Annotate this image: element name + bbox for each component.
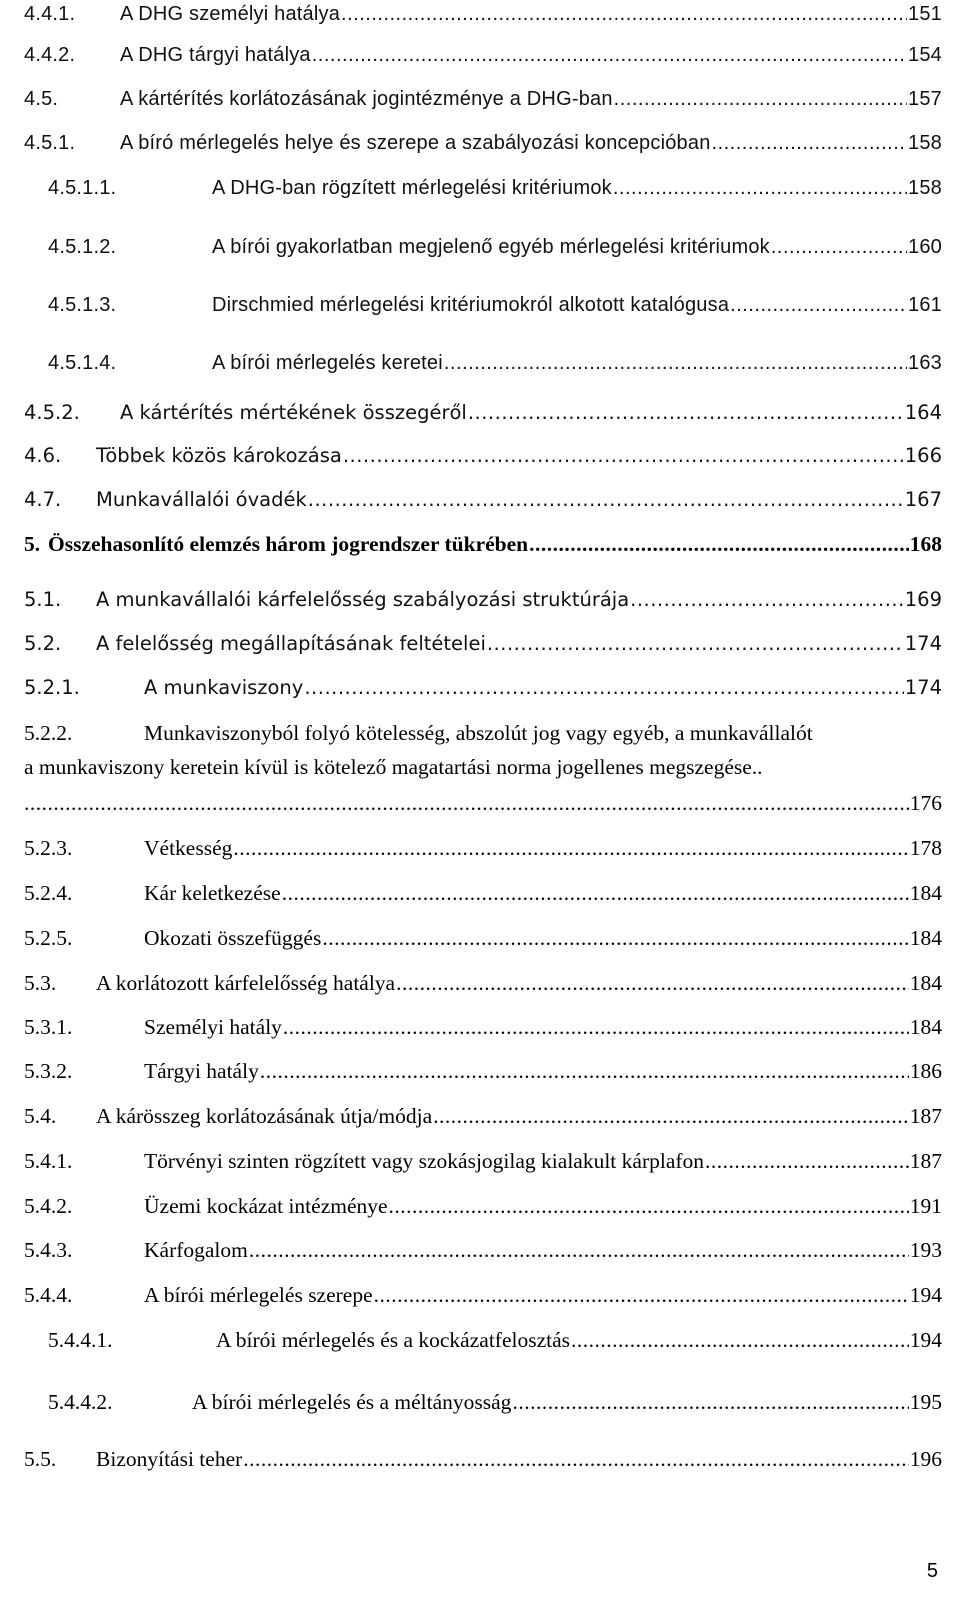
toc-entry-page: 184 <box>909 881 942 905</box>
toc-entry-title: A kártérítés mértékének összegéről <box>120 401 467 424</box>
toc-entry-page: 167 <box>904 488 942 511</box>
toc-entry-title: Bizonyítási teher <box>96 1447 243 1471</box>
toc-entry[interactable] <box>24 1327 942 1353</box>
toc-leader-dots <box>312 42 907 68</box>
toc-entry[interactable] <box>24 443 942 469</box>
toc-entry-number: 5.4.4. <box>24 1283 73 1307</box>
toc-entry-page: 186 <box>909 1059 942 1083</box>
page-number: 5 <box>926 1560 938 1582</box>
toc-leader-dots <box>283 1014 909 1040</box>
toc-entry-page: 178 <box>909 836 942 860</box>
toc-entry-title: Törvényi szinten rögzített vagy szokásjogilag kialakult kárplafon <box>144 1149 705 1173</box>
toc-entry[interactable] <box>24 487 942 513</box>
toc-entry[interactable] <box>24 631 942 657</box>
toc-leader-dots <box>512 1389 908 1415</box>
toc-leader-dots <box>771 234 907 260</box>
toc-entry-title: Munkavállalói óvadék <box>96 488 307 511</box>
toc-entry-number: 4.4.2. <box>24 44 76 66</box>
toc-entry-number: 4.5.1.2. <box>48 236 117 258</box>
toc-entry[interactable] <box>24 400 942 426</box>
toc-entry-title: A DHG személyi hatálya <box>120 3 341 25</box>
toc-entry-number: 5. <box>24 532 41 556</box>
toc-entry-title: A munkaviszony <box>144 676 304 699</box>
toc-leader-dots <box>343 443 904 469</box>
toc-leader-dots <box>730 292 907 318</box>
toc-entry-title: Vétkesség <box>144 836 233 860</box>
toc-chapter-entry[interactable] <box>24 531 942 557</box>
toc-entry-title: A DHG-ban rögzített mérlegelési kritériumok <box>212 177 612 199</box>
toc-leader-dots <box>396 970 909 996</box>
toc-entry-title: A korlátozott kárfelelősség hatálya <box>96 971 396 995</box>
toc-leader-dots <box>282 880 909 906</box>
toc-entry-title: A felelősség megállapításának feltételei <box>96 632 486 655</box>
toc-leader-dots <box>444 350 907 376</box>
toc-entry-title: Többek közös károkozása <box>96 444 342 467</box>
toc-entry-title: A munkavállalói kárfelelősség szabályozási struktúrája <box>96 588 630 611</box>
toc-entry[interactable] <box>24 1103 942 1129</box>
toc-entry-number: 4.5.1. <box>24 132 76 154</box>
toc-entry-page: 187 <box>909 1104 942 1128</box>
toc-entry-number: 4.7. <box>24 488 62 511</box>
toc-entry[interactable] <box>24 234 942 260</box>
toc-entry-title: Személyi hatály <box>144 1015 282 1039</box>
toc-leader-dots <box>468 400 904 426</box>
toc-entry[interactable] <box>24 1193 942 1219</box>
toc-leader-dots <box>433 1103 909 1129</box>
toc-entry-title: Okozati összefüggés <box>144 926 322 950</box>
toc-entry-number: 5.2.2. <box>24 721 73 745</box>
toc-entry-title: A kártérítés korlátozásának jogintézménye a DHG-ban <box>120 88 613 110</box>
toc-entry[interactable] <box>24 86 942 112</box>
toc-entry-wrapped[interactable] <box>24 720 942 746</box>
toc-entry-page: 191 <box>909 1194 942 1218</box>
toc-entry[interactable] <box>24 292 942 318</box>
toc-entry-number: 4.4.1. <box>24 3 76 25</box>
toc-entry[interactable] <box>24 1058 942 1084</box>
toc-entry-page: 195 <box>909 1390 942 1414</box>
toc-entry-number: 5.2.3. <box>24 836 73 860</box>
toc-entry-page: 184 <box>909 971 942 995</box>
toc-entry-page: 187 <box>909 1149 942 1173</box>
toc-entry-title: Kárfogalom <box>144 1238 248 1262</box>
toc-entry-number: 5.4.1. <box>24 1149 73 1173</box>
toc-leader-dots <box>249 1237 909 1263</box>
toc-entry-number: 4.5.2. <box>24 401 80 424</box>
toc-entry[interactable] <box>24 1446 942 1472</box>
toc-leader-dots <box>389 1193 909 1219</box>
toc-entry[interactable] <box>24 880 942 906</box>
toc-entry-wrapped-line3 <box>24 790 942 816</box>
toc-entry[interactable] <box>24 350 942 376</box>
toc-leader-dots <box>260 1058 909 1084</box>
toc-entry-page: 174 <box>904 632 942 655</box>
toc-entry-page: 158 <box>908 132 942 154</box>
toc-leader-dots <box>614 86 907 112</box>
toc-leader-dots <box>322 925 908 951</box>
toc-entry[interactable] <box>24 1237 942 1263</box>
toc-entry-title-continued: a munkaviszony keretein kívül is kötelező magatartási norma jogellenes megszegése.. <box>24 755 763 779</box>
toc-entry-number: 4.5.1.1. <box>48 177 117 199</box>
toc-entry-title: Dirschmied mérlegelési kritériumokról alkotott katalógusa <box>212 294 730 316</box>
toc-entry-page: 169 <box>904 588 942 611</box>
toc-entry-title: Munkaviszonyból folyó kötelesség, abszolút jog vagy egyéb, a munkavállalót <box>144 721 813 745</box>
toc-entry-page: 163 <box>908 352 942 374</box>
toc-entry-page: 161 <box>908 294 942 316</box>
toc-leader-dots <box>487 631 904 657</box>
toc-entry-title: Üzemi kockázat intézménye <box>144 1194 388 1218</box>
toc-entry-page: 184 <box>909 926 942 950</box>
toc-entry[interactable] <box>24 130 942 156</box>
toc-entry[interactable] <box>24 587 942 613</box>
toc-entry-title: A bíró mérlegelés helye és szerepe a szabályozási koncepcióban <box>120 132 711 154</box>
toc-leader-dots <box>341 1 907 27</box>
toc-entry-page: 193 <box>909 1238 942 1262</box>
toc-entry-page: 184 <box>909 1015 942 1039</box>
toc-entry-number: 5.1. <box>24 588 62 611</box>
toc-entry-page: 168 <box>909 532 942 556</box>
toc-entry-page: 196 <box>909 1447 942 1471</box>
toc-entry[interactable] <box>24 1014 942 1040</box>
toc-leader-dots <box>304 675 903 701</box>
toc-leader-dots <box>308 487 904 513</box>
toc-entry[interactable] <box>24 1282 942 1308</box>
toc-entry-title: A bírói gyakorlatban megjelenő egyéb mérlegelési kritériumok <box>212 236 770 258</box>
toc-entry[interactable] <box>24 925 942 951</box>
toc-entry-number: 5.2.5. <box>24 926 73 950</box>
toc-entry-number: 5.2.1. <box>24 676 80 699</box>
toc-leader-dots <box>233 835 908 861</box>
toc-entry-page: 151 <box>908 3 942 25</box>
toc-entry[interactable] <box>24 175 942 201</box>
toc-entry-title: A bírói mérlegelés keretei <box>212 352 443 374</box>
toc-entry-title: A bírói mérlegelés szerepe <box>144 1283 373 1307</box>
toc-entry-page: 194 <box>909 1283 942 1307</box>
toc-entry-number: 4.5.1.3. <box>48 294 117 316</box>
toc-entry-title: A bírói mérlegelés és a méltányosság <box>192 1390 512 1414</box>
toc-entry-page: 160 <box>908 236 942 258</box>
toc-entry-title: Tárgyi hatály <box>144 1059 259 1083</box>
toc-leader-dots <box>24 790 909 816</box>
toc-entry[interactable] <box>24 1 942 27</box>
toc-leader-dots <box>243 1446 908 1472</box>
toc-entry-number: 5.2.4. <box>24 881 73 905</box>
toc-entry[interactable] <box>24 1389 942 1415</box>
toc-entry[interactable] <box>24 42 942 68</box>
toc-leader-dots <box>571 1327 909 1353</box>
toc-leader-dots <box>705 1148 909 1174</box>
toc-entry-number: 5.2. <box>24 632 62 655</box>
toc-entry[interactable] <box>24 1148 942 1174</box>
toc-entry-wrapped-line2 <box>24 754 942 780</box>
toc-leader-dots <box>630 587 904 613</box>
toc-entry-number: 4.5.1.4. <box>48 352 117 374</box>
toc-entry[interactable] <box>24 675 942 701</box>
toc-entry[interactable] <box>24 970 942 996</box>
toc-entry-page: 194 <box>909 1328 942 1352</box>
toc-entry-page: 176 <box>909 791 942 815</box>
toc-entry-title: Összehasonlító elemzés három jogrendszer tükrében <box>48 532 529 556</box>
toc-entry-title: A kárösszeg korlátozásának útja/módja <box>96 1104 433 1128</box>
toc-entry-number: 4.6. <box>24 444 62 467</box>
toc-leader-dots <box>374 1282 909 1308</box>
toc-entry-number: 5.4.3. <box>24 1238 73 1262</box>
toc-entry-page: 154 <box>908 44 942 66</box>
toc-leader-dots <box>529 531 909 557</box>
toc-entry-number: 5.5. <box>24 1447 57 1471</box>
toc-entry-number: 5.4.2. <box>24 1194 73 1218</box>
toc-entry-number: 5.4. <box>24 1104 57 1128</box>
toc-entry-number: 5.4.4.1. <box>48 1328 113 1352</box>
toc-entry-page: 174 <box>904 676 942 699</box>
toc-leader-dots <box>712 130 908 156</box>
toc-entry-title: A DHG tárgyi hatálya <box>120 44 311 66</box>
toc-entry-number: 5.4.4.2. <box>48 1390 113 1414</box>
toc-entry-number: 5.3.2. <box>24 1059 73 1083</box>
toc-entry-number: 5.3.1. <box>24 1015 73 1039</box>
toc-entry-number: 5.3. <box>24 971 57 995</box>
toc-entry-page: 164 <box>904 401 942 424</box>
toc-leader-dots <box>613 175 907 201</box>
toc-entry[interactable] <box>24 835 942 861</box>
toc-entry-title: A bírói mérlegelés és a kockázatfelosztás <box>216 1328 571 1352</box>
toc-entry-page: 158 <box>908 177 942 199</box>
toc-entry-number: 4.5. <box>24 88 59 110</box>
toc-entry-page: 157 <box>908 88 942 110</box>
toc-entry-title: Kár keletkezése <box>144 881 281 905</box>
toc-entry-page: 166 <box>904 444 942 467</box>
